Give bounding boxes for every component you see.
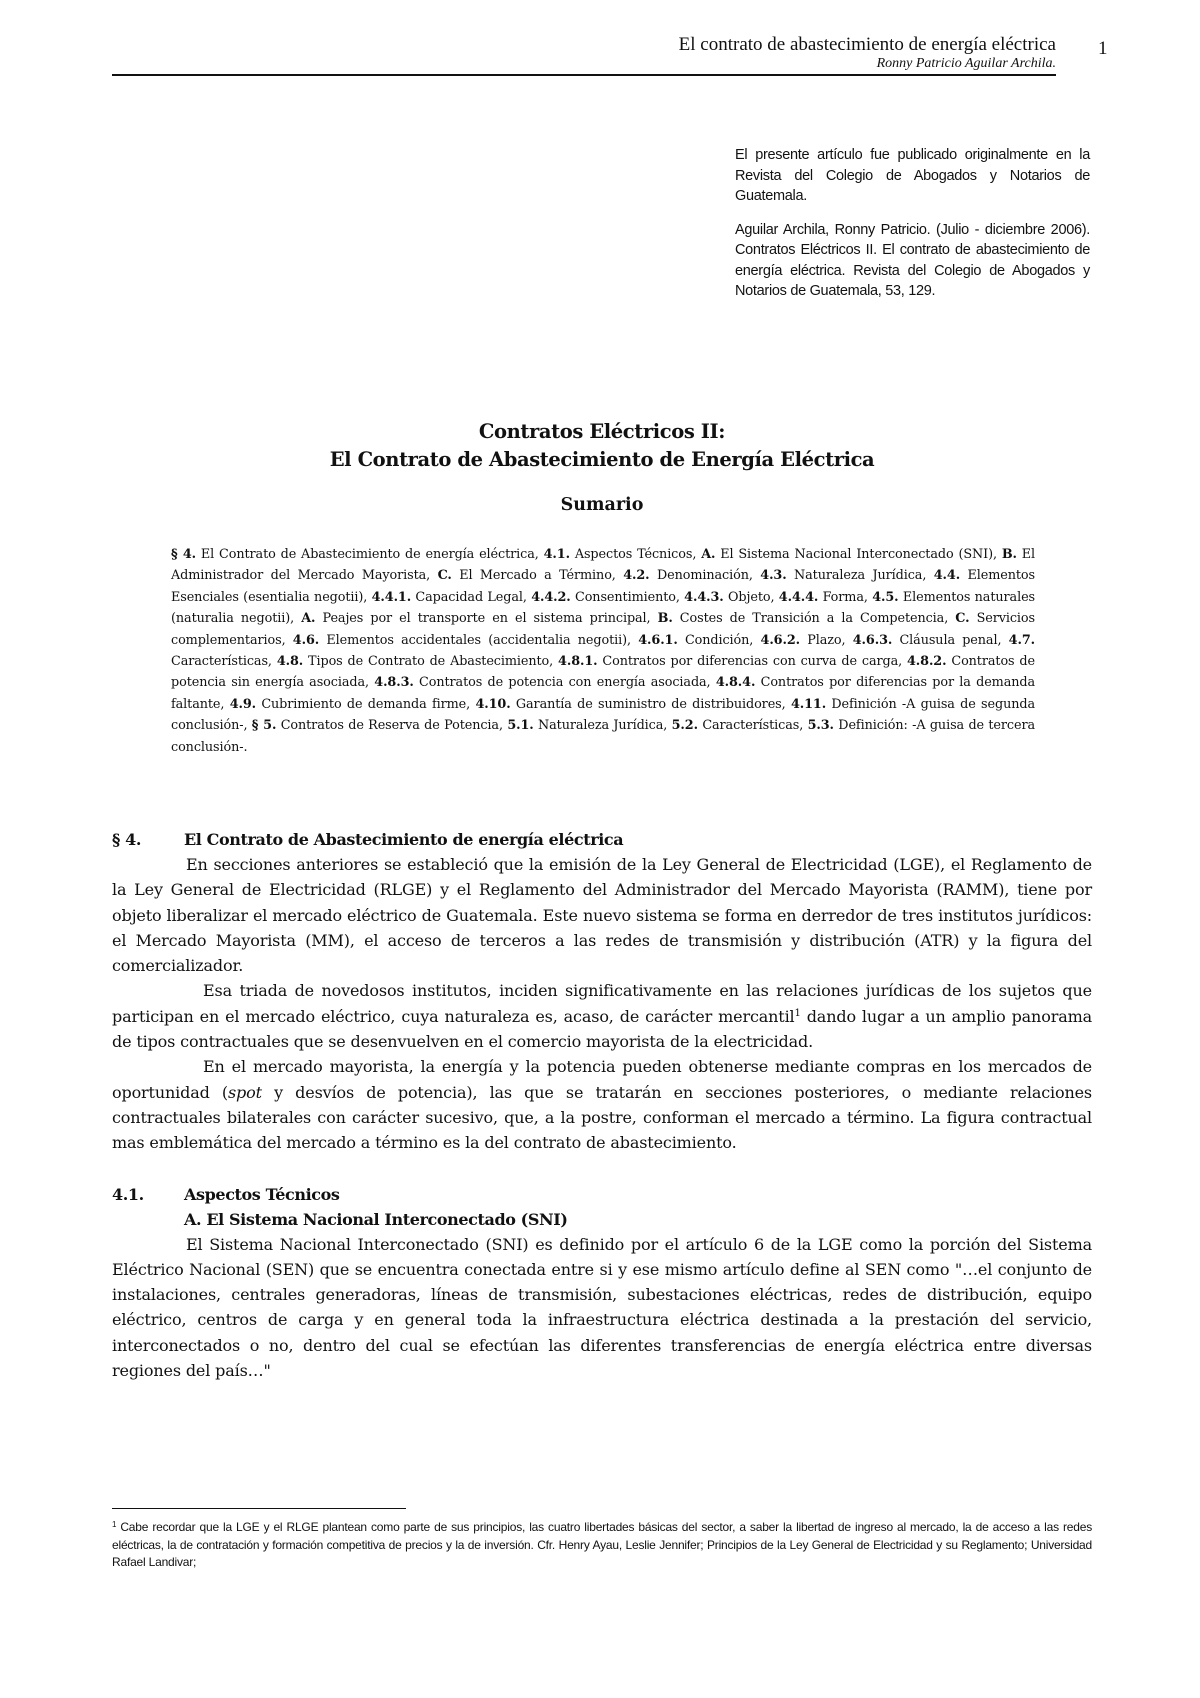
summary-reference: 4.3. [760, 568, 787, 584]
paragraph-text: y desvíos de potencia), las que se tratarán en secciones posteriores, o mediante relaciones contractuales bilaterales con carácter sucesivo, que, a la postre, conforman el mercado a término. La figura contractual mas emblemática del mercado a término es la del contrato de abastecimiento. [112, 1082, 1092, 1153]
section-4-heading [112, 827, 1092, 852]
summary-reference: 4.4.1. [371, 589, 412, 605]
summary-entry-text: Condición, [677, 632, 761, 648]
summary-reference: 4.6.1. [638, 632, 678, 648]
summary-entry-text: Definición -A guisa de segunda conclusión-, [171, 696, 1035, 734]
body-paragraph-2 [112, 978, 1092, 1054]
section-4-1-heading [112, 1182, 1092, 1207]
summary-entry-text: Aspectos Técnicos, [569, 547, 702, 562]
summary-reference: 4.8.2. [906, 654, 947, 670]
summary-reference: 5.2. [671, 718, 698, 734]
summary-entry-text: Contratos de Reserva de Potencia, [276, 718, 508, 734]
summary-entry-text: Costes de Transición a la Competencia, [672, 611, 956, 627]
section-title: El Contrato de Abastecimiento de energía eléctrica [184, 830, 624, 849]
summary-reference: 4.2. [623, 568, 650, 584]
footnote-number: 1 [112, 1520, 117, 1529]
summary-entry-text: Contratos por diferencias con curva de carga, [597, 654, 907, 670]
summary-reference: A. [701, 547, 716, 562]
summary-entry-text: El Sistema Nacional Interconectado (SNI), [715, 547, 1002, 562]
summary-entry-text: Tipos de Contrato de Abastecimiento, [303, 654, 559, 670]
summary-reference: 5.1. [507, 718, 534, 734]
summary-reference: § 4. [171, 547, 197, 562]
summary-entry-text: Características, [697, 718, 808, 734]
section-title: Aspectos Técnicos [184, 1184, 340, 1204]
summary-entry-text: Naturaleza Jurídica, [533, 718, 672, 734]
summary-reference: 4.4. [933, 568, 961, 584]
summary-reference: 4.6.2. [760, 632, 800, 648]
summary-reference: 4.8. [276, 654, 304, 670]
summary-entry-text: Denominación, [649, 568, 761, 584]
summary-reference: 4.11. [790, 696, 827, 712]
summary-reference: 4.5. [872, 589, 899, 605]
summary-reference: 4.6. [292, 632, 320, 648]
summary-reference: 4.4.4. [778, 589, 819, 605]
title-block [112, 418, 1092, 517]
section-number: 4.1. [112, 1184, 144, 1204]
summary-paragraph [171, 544, 1035, 758]
footnote-1 [112, 1519, 1092, 1572]
summary-entry-text: Consentimiento, [570, 589, 685, 605]
body-paragraph-4: El Sistema Nacional Interconectado (SNI) es definido por el artículo 6 de la LGE como la porción del Sistema Eléctrico Nacional (SEN) que se encuentra conectada entre si y ese mismo artículo define al SEN como "…el conjunto de instalaciones, centrales generadoras, líneas de transmisión, subestaciones eléctricas, redes de distribución, equipo eléctrico, centros de carga y en general toda la infraestructura eléctrica destinada a la prestación del servicio, interconectados o no, dentro del cual se efectúan las diferentes transferencias de energía eléctrica entre diversas regiones del país…" [112, 1234, 1092, 1381]
summary-entry-text: Capacidad Legal, [411, 589, 532, 605]
summary-entry-text: Objeto, [723, 589, 779, 605]
paragraph-text: dando lugar a un amplio panorama de tipos contractuales que se desenvuelven en el comercio mayorista de la electricidad. [112, 1006, 1092, 1052]
summary-entry-text: Contratos de potencia sin energía asociada, [171, 654, 1035, 691]
footnote-separator [112, 1508, 406, 1509]
publication-note [735, 145, 1090, 315]
summary-entry-text: El Contrato de Abastecimiento de energía eléctrica, [196, 547, 544, 562]
summary-reference: 4.7. [1008, 632, 1035, 648]
section-number: § 4. [112, 830, 142, 849]
document-title-line-1: Contratos Eléctricos II: [478, 420, 726, 443]
summary-reference: B. [657, 611, 673, 627]
summary-reference: 4.10. [475, 696, 511, 712]
header-author: Ronny Patricio Aguilar Archila. [876, 56, 1056, 71]
summary-reference: 4.4.2. [531, 589, 571, 605]
summary-entry-text: Contratos de potencia con energía asociada, [413, 675, 716, 691]
paragraph-text: En el mercado mayorista, la energía y la potencia pueden obtenerse mediante compras en los mercados de oportunidad ( [112, 1057, 1092, 1102]
summary-entry-text: Plazo, [800, 632, 853, 648]
summary-reference: B. [1001, 547, 1017, 562]
summary-entry-text: Características, [171, 654, 277, 670]
summary-entry-text: Cláusula penal, [892, 632, 1009, 648]
summary-entry-text: Garantía de suministro de distribuidores, [510, 696, 791, 712]
summary-entry-text: Elementos naturales (naturalia negotii), [171, 589, 1036, 627]
publication-note-paragraph: El presente artículo fue publicado originalmente en la Revista del Colegio de Abogados y Notarios de Guatemala. [735, 147, 1090, 204]
paragraph-text: Esa triada de novedosos institutos, inciden significativamente en las relaciones jurídicas de los sujetos que participan en el mercado eléctrico, cuya naturaleza es, acaso, de carácter mercantil [112, 981, 1092, 1026]
summary-entry-text: El Administrador del Mercado Mayorista, [171, 547, 1036, 584]
summary-entry-text: Servicios complementarios, [171, 611, 1035, 648]
body-paragraph-3 [112, 1054, 1092, 1155]
summary-reference: 4.8.3. [374, 675, 414, 691]
summary-entry-text: Elementos accidentales (accidentalia negotii), [319, 632, 639, 648]
page-number: 1 [1098, 38, 1108, 59]
summary-entry-text: El Mercado a Término, [451, 568, 624, 584]
running-header [112, 34, 1056, 76]
summary-reference: C. [437, 568, 452, 584]
summary-entry-text: Cubrimiento de demanda firme, [256, 696, 476, 712]
summary-reference: § 5. [251, 718, 277, 734]
summary-reference: C. [955, 611, 970, 627]
summary-reference: 5.3. [807, 718, 834, 734]
spacer [112, 1156, 1092, 1182]
footnote-text: Cabe recordar que la LGE y el RLGE plantean como parte de sus principios, las cuatro libertades básicas del sector, a saber la libertad de ingreso al mercado, la de acceso a las redes eléctricas, la de contratación y formación competitiva de precios y la de inversión. Cfr. Henry Ayau, Leslie Jennifer; Principios de la Ley General de Electricidad y su Reglamento; Universidad Rafael Landivar; [112, 1520, 1092, 1569]
summary-reference: 4.6.3. [852, 632, 893, 648]
summary-entry-text: Elementos Esenciales (esentialia negotii), [171, 568, 1035, 605]
summary-reference: 4.1. [543, 547, 570, 562]
summary-reference: 4.8.1. [558, 654, 598, 670]
summary-entry-text: Contratos por diferencias por la demanda faltante, [171, 675, 1036, 712]
summary-entry-text: Peajes por el transporte en el sistema principal, [315, 611, 658, 627]
subsection-a-heading: A. El Sistema Nacional Interconectado (SNI) [184, 1209, 568, 1229]
document-title-line-2: El Contrato de Abastecimiento de Energía Eléctrica [329, 448, 875, 471]
body-content [112, 827, 1092, 1383]
summary-heading: Sumario [560, 495, 644, 515]
summary-entry-text: Definición: -A guisa de tercera conclusión-. [171, 718, 1036, 755]
italic-term: spot [227, 1082, 262, 1102]
summary-reference: 4.4.3. [684, 589, 724, 605]
summary-entry-text: Forma, [818, 589, 873, 605]
summary-entry-text: Naturaleza Jurídica, [786, 568, 934, 584]
summary-reference: A. [301, 611, 316, 627]
summary-reference: 4.9. [229, 696, 257, 712]
citation-paragraph: Aguilar Archila, Ronny Patricio. (Julio - diciembre 2006). Contratos Eléctricos II. El contrato de abastecimiento de energía eléctrica. Revista del Colegio de Abogados y Notarios de Guatemala, 53, 129. [735, 221, 1090, 299]
body-paragraph-1: En secciones anteriores se estableció que la emisión de la Ley General de Electricidad (LGE), el Reglamento de la Ley General de Electricidad (RLGE) y el Reglamento del Administrador del Mercado Mayorista (RAMM), tiene por objeto liberalizar el mercado eléctrico de Guatemala. Este nuevo sistema se forma en derredor de tres institutos jurídicos: el Mercado Mayorista (MM), el acceso de terceros a las redes de transmisión y distribución (ATR) y la figura del comercializador. [112, 855, 1092, 976]
summary-reference: 4.8.4. [715, 675, 756, 691]
footnote-reference[interactable]: 1 [794, 1007, 801, 1019]
header-title: El contrato de abastecimiento de energía eléctrica [678, 34, 1056, 55]
